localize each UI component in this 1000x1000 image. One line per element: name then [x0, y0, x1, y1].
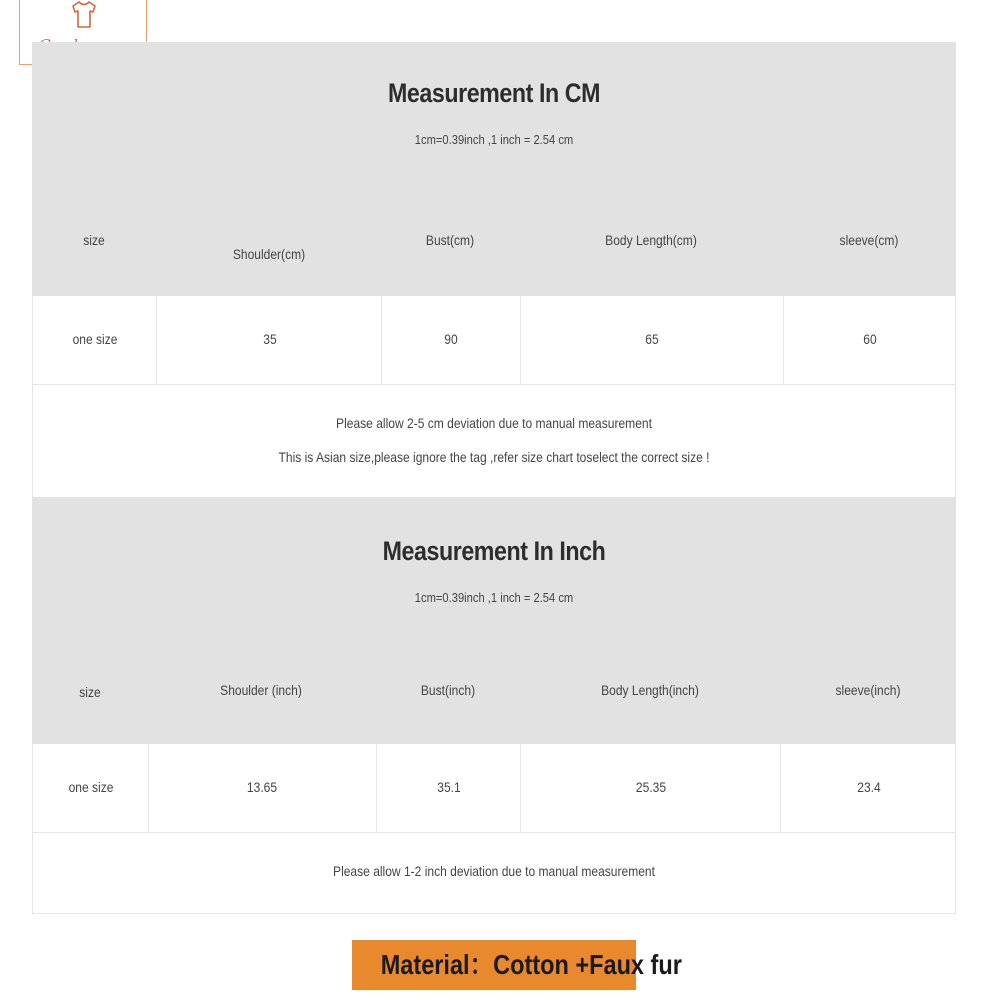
inch-header-sleeve: sleeve(inch) [835, 682, 901, 698]
cm-cell-shoulder: 35 [263, 331, 277, 347]
column-divider [780, 744, 781, 832]
column-divider [148, 744, 149, 832]
cm-header-size: size [83, 232, 105, 248]
table-row [32, 296, 956, 385]
cm-header-sleeve: sleeve(cm) [839, 232, 899, 248]
inch-table-header [32, 498, 956, 744]
column-divider [520, 296, 521, 384]
inch-table-title: Measurement In Inch [382, 536, 606, 566]
column-divider [156, 296, 157, 384]
material-banner [352, 940, 682, 990]
column-divider [783, 296, 784, 384]
cm-header-bust: Bust(cm) [425, 232, 475, 248]
table-row [32, 744, 956, 833]
cm-header-shoulder: Shoulder(cm) [232, 246, 306, 262]
inch-header-body-length: Body Length(inch) [601, 682, 699, 698]
inch-size-table [32, 498, 956, 914]
cm-note-asian-size: This is Asian size,please ignore the tag ,refer size chart toselect the correct size ! [278, 449, 710, 465]
shirt-icon [70, 0, 98, 30]
column-divider [376, 744, 377, 832]
cm-table-header [32, 42, 956, 296]
inch-cell-bust: 35.1 [437, 779, 461, 795]
cm-table-title: Measurement In CM [387, 78, 601, 108]
inch-cell-size: one size [68, 779, 114, 795]
inch-header-size: size [79, 684, 101, 700]
inch-note-deviation: Please allow 1-2 inch deviation due to manual measurement [333, 863, 655, 879]
cm-note-deviation: Please allow 2-5 cm deviation due to manual measurement [336, 415, 652, 431]
cm-conversion-note: 1cm=0.39inch ,1 inch = 2.54 cm [414, 132, 574, 147]
column-divider [381, 296, 382, 384]
cm-deviation-note [32, 385, 956, 498]
inch-cell-sleeve: 23.4 [857, 779, 881, 795]
cm-cell-sleeve: 60 [863, 331, 877, 347]
material-label: Material：Cotton +Faux fur [380, 949, 682, 980]
cm-cell-bust: 90 [444, 331, 458, 347]
inch-header-bust: Bust(inch) [420, 682, 476, 698]
cm-cell-body-length: 65 [645, 331, 659, 347]
cm-cell-size: one size [72, 331, 118, 347]
inch-deviation-note [32, 833, 956, 914]
inch-cell-body-length: 25.35 [635, 779, 667, 795]
inch-conversion-note: 1cm=0.39inch ,1 inch = 2.54 cm [414, 590, 574, 605]
inch-cell-shoulder: 13.65 [246, 779, 278, 795]
cm-size-table [32, 42, 956, 498]
inch-header-shoulder: Shoulder (inch) [220, 682, 302, 698]
column-divider [520, 744, 521, 832]
cm-header-body-length: Body Length(cm) [605, 232, 697, 248]
